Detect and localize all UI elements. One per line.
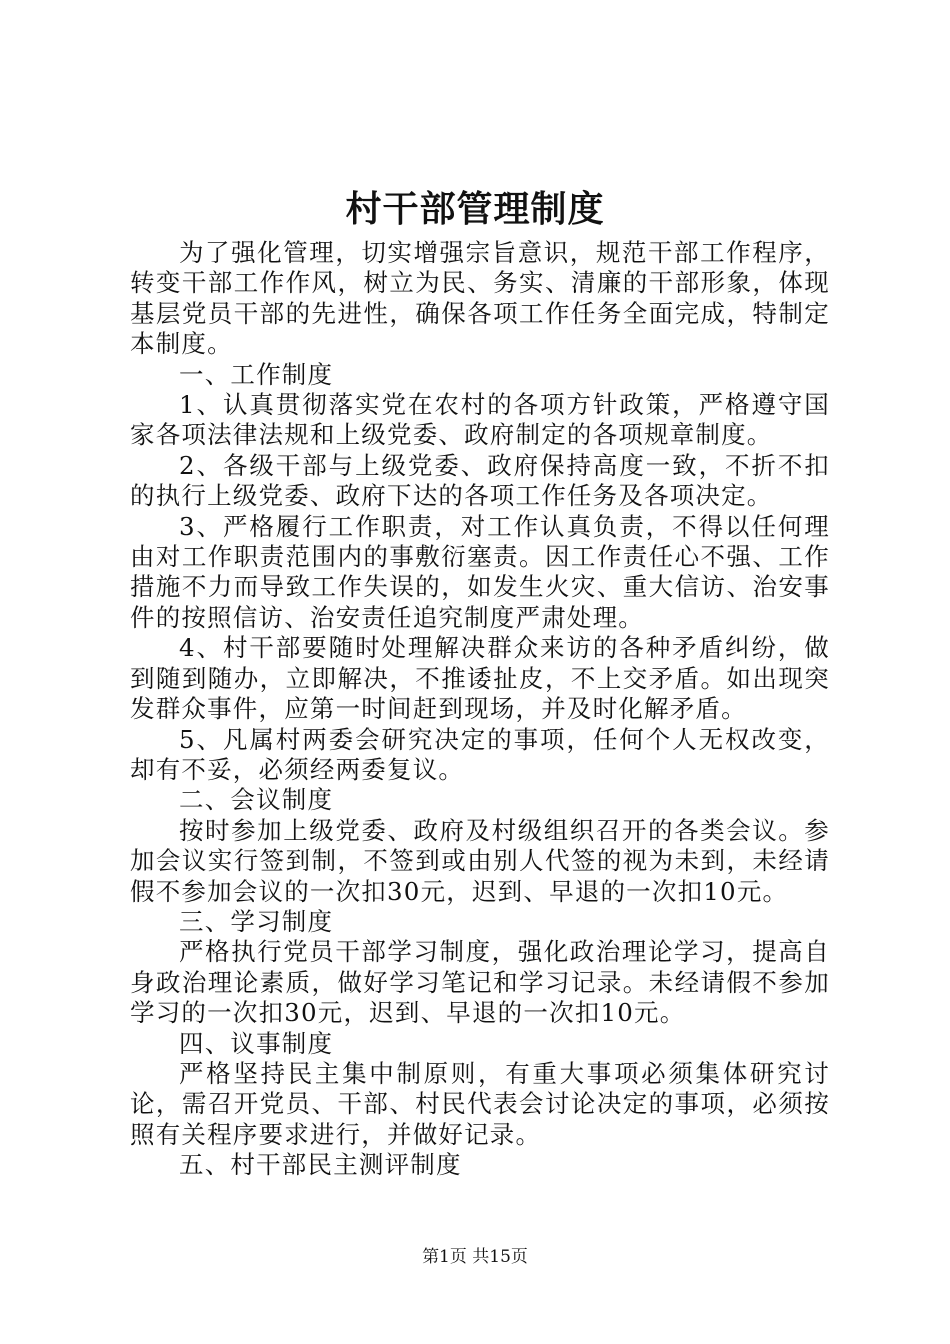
document-title: 村干部管理制度 — [345, 188, 605, 230]
section-heading-meeting: 二、会议制度 — [179, 785, 334, 815]
section-heading-evaluation: 五、村干部民主测评制度 — [179, 1150, 462, 1180]
section-heading-deliberation: 四、议事制度 — [179, 1028, 334, 1058]
work-rule-2: 2、各级干部与上级党委、政府保持高度一致，不折不扣的执行上级党委、政府下达的各项工作任务及各项决定。 — [130, 450, 830, 511]
work-rule-5: 5、凡属村两委会研究决定的事项，任何个人无权改变，却有不妥，必须经两委复议。 — [130, 724, 830, 784]
section-heading-study: 三、学习制度 — [179, 906, 334, 936]
work-rule-3: 3、严格履行工作职责，对工作认真负责，不得以任何理由对工作职责范围内的事敷衍塞责。因工作责任心不强、工作措施不力而导致工作失误的，如发生火灾、重大信访、治安事件的按照信访、治安责任追究制度严肃处理。 — [130, 511, 830, 632]
work-rule-1: 1、认真贯彻落实党在农村的各项方针政策，严格遵守国家各项法律法规和上级党委、政府制定的各项规章制度。 — [130, 390, 830, 450]
page-footer: 第1页 共15页 — [422, 1247, 528, 1267]
deliberation-paragraph: 严格坚持民主集中制原则，有重大事项必须集体研究讨论，需召开党员、干部、村民代表会讨论决定的事项，必须按照有关程序要求进行，并做好记录。 — [130, 1058, 830, 1149]
section-heading-work: 一、工作制度 — [179, 359, 334, 389]
intro-paragraph: 为了强化管理，切实增强宗旨意识，规范干部工作程序，转变干部工作作风，树立为民、务实、清廉的干部形象，体现基层党员干部的先进性，确保各项工作任务全面完成，特制定本制度。 — [130, 238, 830, 359]
study-paragraph: 严格执行党员干部学习制度，强化政治理论学习，提高自身政治理论素质，做好学习笔记和学习记录。未经请假不参加学习的一次扣30元，迟到、早退的一次扣10元。 — [130, 937, 830, 1028]
document-body — [130, 238, 830, 1181]
meeting-paragraph: 按时参加上级党委、政府及村级组织召开的各类会议。参加会议实行签到制，不签到或由别人代签的视为未到，未经请假不参加会议的一次扣30元，迟到、早退的一次扣10元。 — [130, 815, 830, 906]
work-rule-4: 4、村干部要随时处理解决群众来访的各种矛盾纠纷，做到随到随办，立即解决，不推诿扯皮，不上交矛盾。如出现突发群众事件，应第一时间赶到现场，并及时化解矛盾。 — [130, 633, 830, 724]
